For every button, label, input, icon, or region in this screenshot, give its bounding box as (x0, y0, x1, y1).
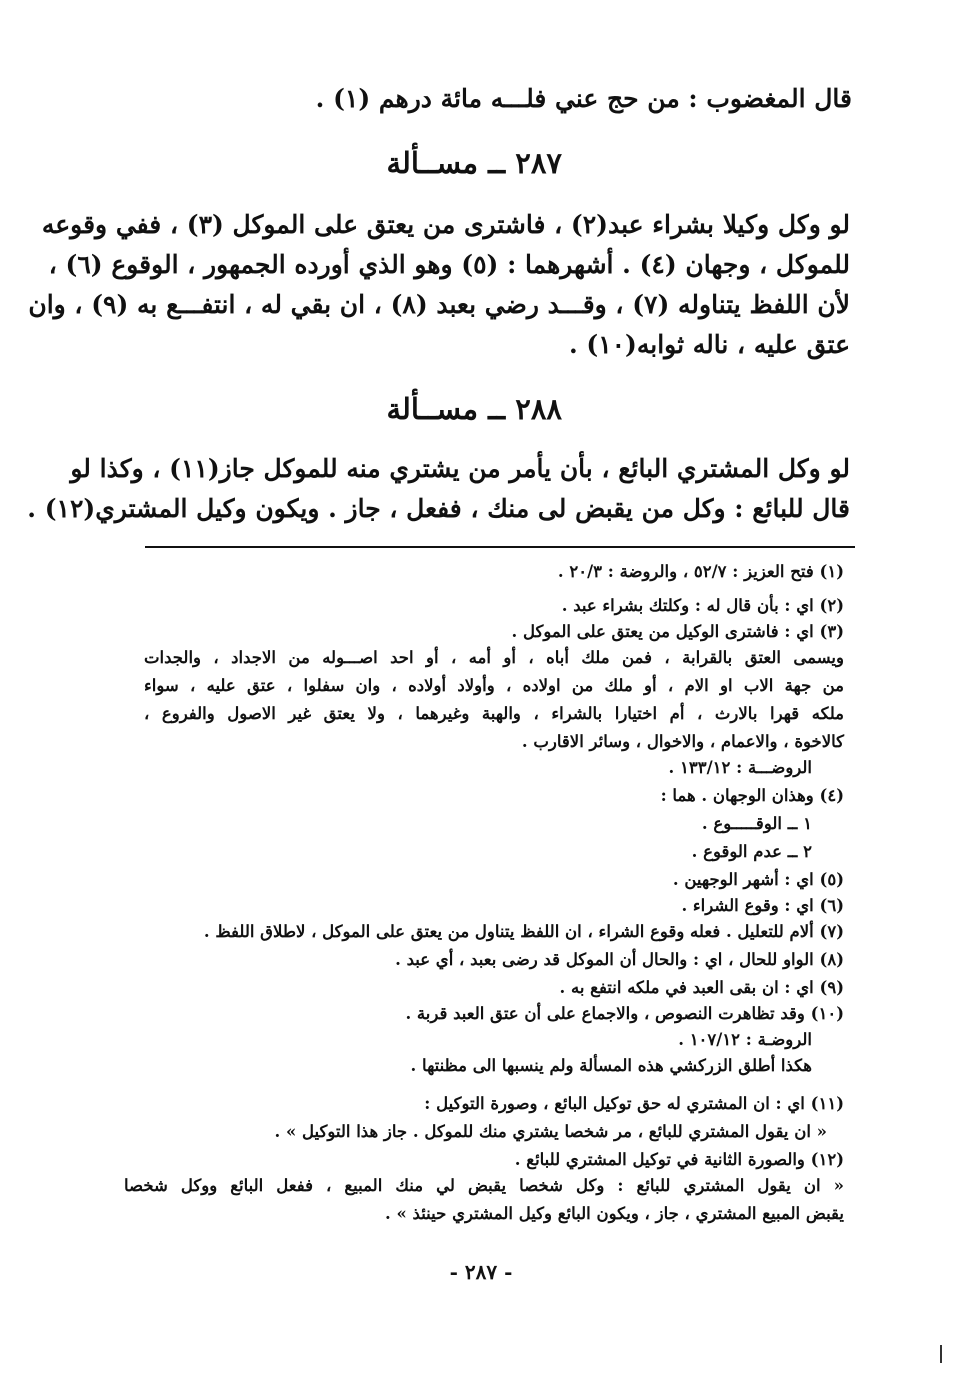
footnote-12: (١٢) والصورة الثانية في توكيل المشتري للبائع . (514, 1150, 844, 1169)
paragraph-288-line-1: لو وكل المشتري البائع ، بأن يأمر من يشتري منه للموكل جاز(١١) ، وكذا لو (70, 454, 850, 483)
footnote-3-text-line-2: من جهة الاب او الام ، أو ملك من اولاده ، وأولاد أولاده ، وان سفلوا ، عتق عليه ، سواء (144, 676, 844, 695)
footnote-3-text-line-1: ويسمى العتق بالقرابة ، فمن ملك أباه ، أو أمه ، أو احد اصـــوله من الاجداد ، والجدات (144, 648, 844, 667)
footnote-6: (٦) اي : وقوع الشراء . (681, 896, 844, 915)
section-heading-287: ٢٨٧ ــ مســألة (386, 146, 562, 180)
footnote-5: (٥) اي : أشهر الوجهين . (672, 870, 844, 889)
footnote-1: (١) فتح العزيز : ٥٢/٧ ، والروضة : ٢٠/٣ . (557, 562, 844, 581)
footnote-3: (٣) اي : فاشترى الوكيل من يعتق على الموكل . (511, 622, 844, 641)
paragraph-287-line-1: لو وكل وكيلا بشراء عبد(٢) ، فاشترى من يعتق على الموكل (٣) ، ففي وقوعه (41, 210, 850, 239)
paragraph-287-line-3: لأن اللفظ يتناوله (٧) ، وقـــد رضي بعبد (٨) ، ان بقي له ، انتفـــع به (٩) ، وان (28, 290, 850, 319)
footnote-3-text-line-4: كالاخوة ، والاعمام ، والاخوال ، وسائر الاقارب . (521, 732, 844, 751)
footnote-12-quote-line-1: « ان يقول المشتري للبائع : وكل شخصا يقبض لي منك المبيع ، ففعل البائع ووكل شخصا (124, 1176, 844, 1195)
footnote-10: (١٠) وقد تظاهرت النصوص ، والاجماع على أن عتق العبد قربة . (405, 1004, 844, 1023)
intro-line: قال المغضوب : من حج عني فلـــه مائة درهم (١) . (315, 84, 852, 113)
footnote-2: (٢) اي : بأن قال له : وكلتك بشراء عبد . (561, 596, 844, 615)
footnote-9: (٩) اي : ان بقى العبد في ملكه انتفع به . (559, 978, 844, 997)
footnote-4-item-2: ٢ ــ عدم الوقوع . (691, 842, 812, 861)
section-heading-288: ٢٨٨ ــ مســألة (386, 392, 562, 426)
footnote-4: (٤) وهذان الوجهان . هما : (660, 786, 844, 805)
footnote-separator (145, 546, 855, 548)
footnote-11: (١١) اي : ان المشتري له حق توكيل البائع ، وصورة التوكيل : (424, 1094, 844, 1113)
paragraph-288-line-2: قال للبائع : وكل من يقبض لى منك ، ففعل ، جاز . ويكون وكيل المشتري(١٢) . (27, 494, 850, 523)
footnote-8: (٨) الواو للحال ، اي : والحال أن الموكل قد رضى بعبد ، أي عبد . (395, 950, 844, 969)
footnote-11-quote: « ان يقول المشتري للبائع ، مر شخصا يشتري منك للموكل . جاز هذا التوكيل » . (274, 1122, 827, 1141)
footnote-10-reference: الروضـة : ١٠٧/١٢ . (678, 1030, 812, 1049)
footnote-10-note: هكذا أطلق الزركشي هذه المسألة ولم ينسبها الى مظنتها . (410, 1056, 812, 1075)
paragraph-287-line-2: للموكل ، وجهان (٤) . أشهرهما : (٥) وهو الذي أورده الجمهور ، الوقوع (٦) ، (48, 250, 850, 279)
footnote-12-quote-line-2: يقبض المبيع المشتري ، جاز ، ويكون البائع وكيل المشتري حينئذ » . (385, 1204, 844, 1223)
footnote-7: (٧) ألام للتعليل . فعله وقوع الشراء ، ان اللفظ يتناول من يعتق على الموكل ، لاطلاق اللفظ . (203, 922, 844, 941)
paragraph-287-line-4: عتق عليه ، ناله ثوابه(١٠) . (568, 330, 850, 359)
page-number: - ٢٨٧ - (449, 1260, 513, 1284)
footnote-3-text-line-3: ملكه قهرا بالارث ، أم اختيارا بالشراء ، والهبة وغيرهما ، ولا يعتق غير الاصول والفروع ، (144, 704, 844, 723)
footnote-4-item-1: ١ ــ الوقـــــوع . (701, 814, 812, 833)
footnote-3-reference: الروضـــة : ١٣٣/١٢ . (668, 758, 812, 777)
scan-edge-mark (940, 1345, 942, 1363)
